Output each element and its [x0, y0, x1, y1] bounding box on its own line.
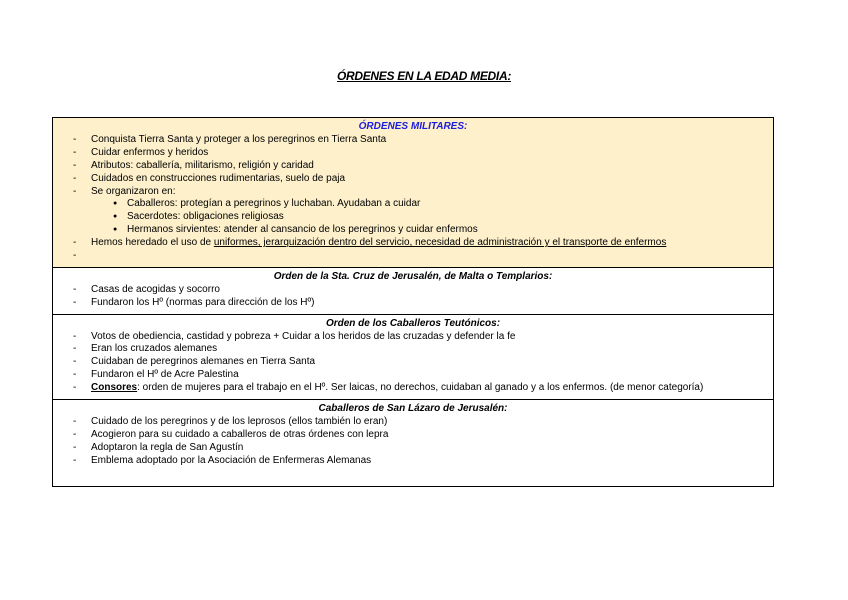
list-item: - Emblema adoptado por la Asociación de Enfermeras Alemanas [73, 455, 765, 468]
section-title: Orden de la Sta. Cruz de Jerusalén, de Malta o Templarios: [273, 270, 553, 282]
sub-list-item: ● Caballeros: protegían a peregrinos y luchaban. Ayudaban a cuidar [109, 198, 765, 211]
list-item: - Acogieron para su cuidado a caballeros de otras órdenes con lepra [73, 429, 765, 442]
heredado-underlined: uniformes, jerarquización dentro del servicio, necesidad de administración y el transporte de enfermos [213, 237, 667, 249]
section-title: Caballeros de San Lázaro de Jerusalén: [318, 403, 508, 415]
list-item: - Cuidados en construcciones rudimentarias, suelo de paja [73, 173, 765, 186]
list-item: - Cuidar enfermos y heridos [73, 147, 765, 160]
sub-list-item: ● Sacerdotes: obligaciones religiosas [109, 211, 765, 224]
sub-list [91, 198, 765, 237]
list-item: - Fundaron el Hº de Acre Palestina [73, 369, 765, 382]
item-list [73, 284, 765, 310]
section-title: Orden de los Caballeros Teutónicos: [325, 317, 501, 329]
list-item: - Cuidado de los peregrinos y de los leprosos (ellos también lo eran) [73, 416, 765, 429]
list-item: - Atributos: caballería, militarismo, religión y caridad [73, 160, 765, 173]
item-list [73, 331, 765, 396]
list-item [73, 382, 765, 395]
sub-list-item: ● Hermanos sirvientes: atender al cansancio de los peregrinos y cuidar enfermos [109, 224, 765, 237]
list-item: - Eran los cruzados alemanes [73, 343, 765, 356]
orders-table [52, 117, 774, 487]
consores-text: : orden de mujeres para el trabajo en el Hº. Ser laicas, no derechos, cuidaban al ganado y a los enfermos. (de menor categoría) [137, 382, 704, 394]
section-teutonicos [53, 314, 773, 399]
list-item: - Adoptaron la regla de San Agustín [73, 442, 765, 455]
section-santa-cruz [53, 267, 773, 314]
section-ordenes-militares [53, 118, 773, 267]
list-item: - Votos de obediencia, castidad y pobreza + Cuidar a los heridos de las cruzadas y defender la fe [73, 331, 765, 344]
list-item [73, 237, 765, 250]
consores-label: Consores [91, 382, 138, 394]
list-item: - Conquista Tierra Santa y proteger a los peregrinos en Tierra Santa [73, 134, 765, 147]
section-title: ÓRDENES MILITARES: [358, 121, 468, 132]
list-item-text: Se organizaron en: [91, 185, 176, 197]
section-san-lazaro [53, 399, 773, 486]
list-item: - Fundaron los Hº (normas para dirección de los Hº) [73, 297, 765, 310]
empty-list-item [73, 250, 765, 263]
list-item: - Casas de acogidas y socorro [73, 284, 765, 297]
item-list [73, 134, 765, 263]
item-list [73, 416, 765, 468]
list-item [73, 186, 765, 238]
heredado-prefix: Hemos heredado el uso de [91, 237, 214, 249]
page-title: ÓRDENES EN LA EDAD MEDIA: [336, 69, 512, 83]
list-item: - Cuidaban de peregrinos alemanes en Tierra Santa [73, 356, 765, 369]
